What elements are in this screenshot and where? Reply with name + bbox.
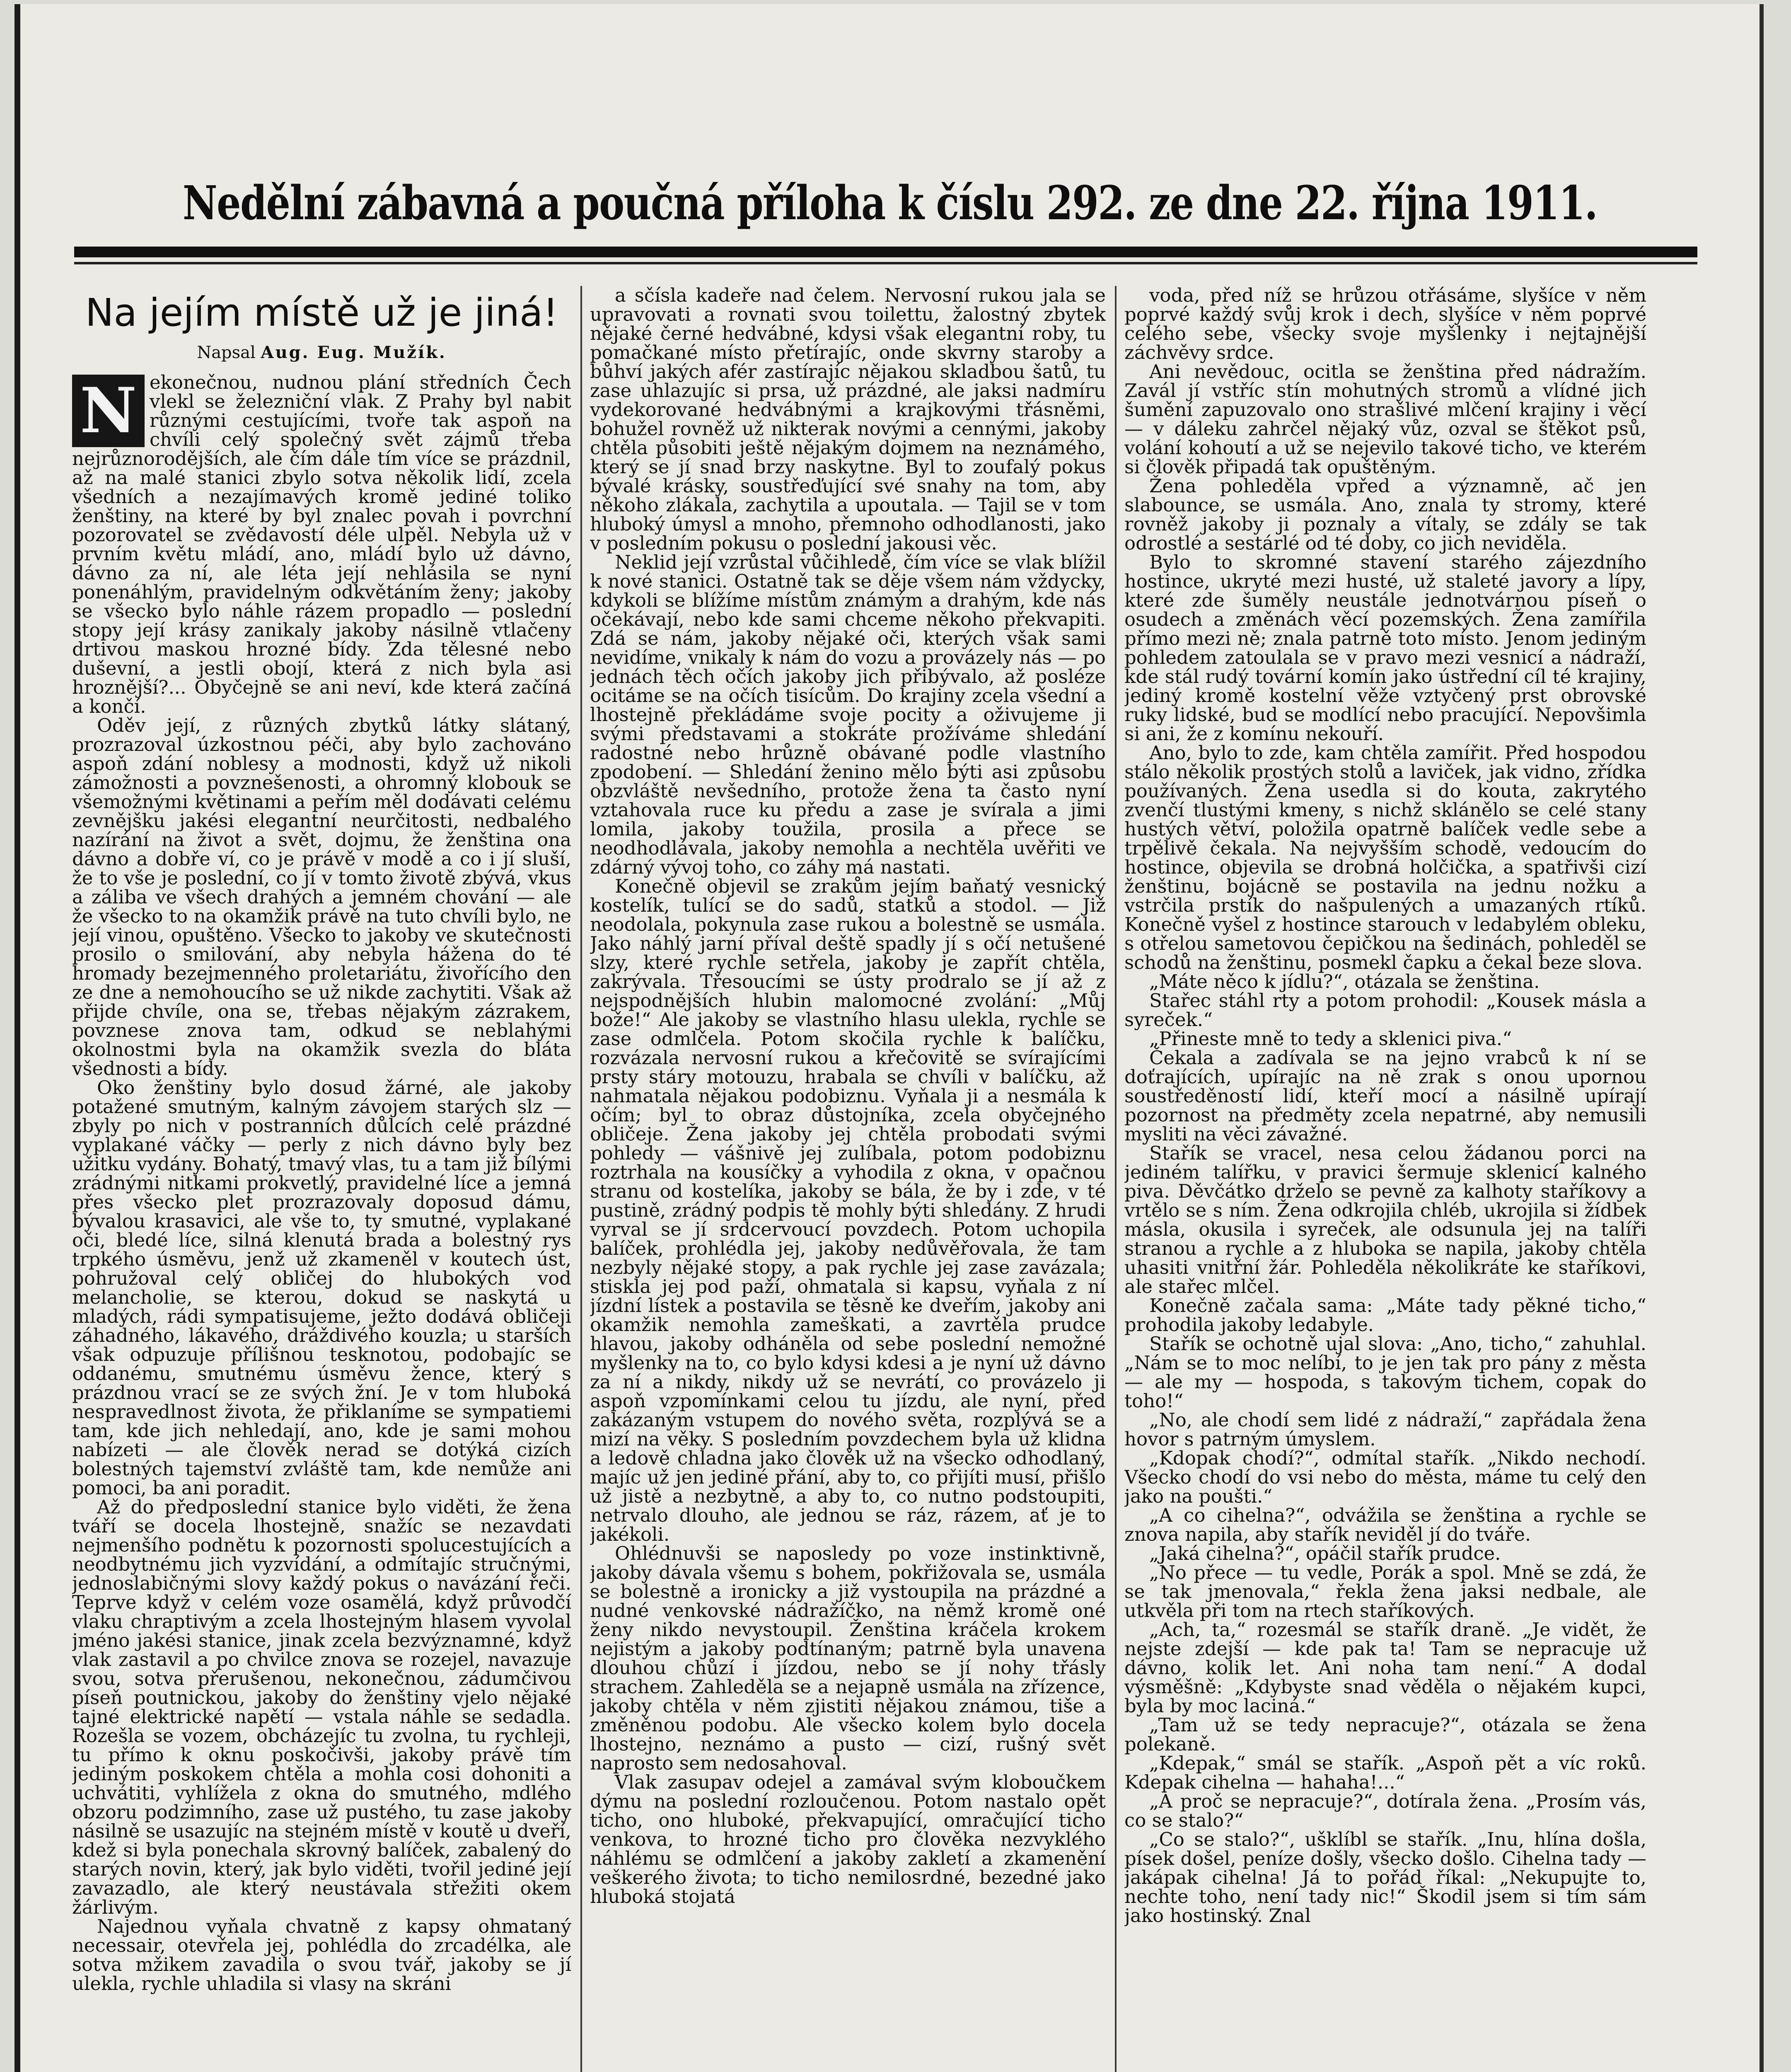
column-divider	[1115, 286, 1117, 2072]
paragraph: Čekala a zadívala se na jejno vrabců k ní se doťrajících, upírajíc na ně zrak s onou upornou soustředěností lidí, kteří mocí a násilně upírají pozornost na předměty zcela nepatrné, aby nemusili mysliti na věci závažné.	[1124, 1047, 1646, 1145]
paragraph: Stařík se vracel, nesa celou žádanou porci na jediném talířku, v pravici šermuje sklenicí kalného piva. Děvčátko drželo se pevně za kalhoty staříkovy a vrtělo se s ním. Žena odkrojila chléb, ukrojila si žídbek másla, okusila i syreček, ale odsunula jej na talíři stranou a rychle a z hluboka se napila, jakoby chtěla uhasiti vnitřní žár. Pohleděla několikráte ke staříkovi, ale stařec mlčel.	[1124, 1142, 1646, 1297]
paragraph: „No, ale chodí sem lidé z nádraží,“ zapřádala žena hovor s patrným úmyslem.	[1124, 1409, 1646, 1450]
column-3	[1124, 286, 1646, 2072]
paragraph: Stařec stáhl rty a potom prohodil: „Kousek másla a syreček.“	[1124, 990, 1646, 1031]
masthead: Nedělní zábavná a poučná příloha k číslu 292. ze dne 22. října 1911.	[182, 176, 1598, 230]
column-2-text	[590, 286, 1106, 1906]
paragraph: „Jaká cihelna?“, opáčil stařík prudce.	[1149, 1542, 1501, 1564]
masthead-rule	[74, 247, 1697, 257]
column-2	[590, 286, 1106, 2072]
byline-author: Aug. Eug. Mužík.	[261, 343, 447, 362]
column-3-text	[1124, 286, 1646, 1925]
paragraph: Oděv její, z různých zbytků látky slátaný, prozrazoval úzkostnou péči, aby bylo zachováno aspoň zdání noblesy a modnosti, když už nikoli zámožnosti a povznešenosti, a ohromný klobouk se všemožnými květinami a peřím měl dodávati celému zevnějšku jakési elegantní neurčitosti, nedbalého nazírání na život a svět, dojmu, že ženština ona dávno a dobře ví, co je právě v modě a co i jí sluší, že to vše je poslední, co jí v tomto životě zbývá, vkus a záliba ve všech drahých a jemném chování — ale že všecko to na okamžik právě na tuto chvíli bylo, ne její vinou, opuštěno. Všecko to jakoby ve skutečnosti prosilo o smilování, aby nebyla hážena do té hromady bezejmenného proletariátu, živořícího den ze dne a nemohoucího se už nikde zachytiti. Však až přijde chvíle, ona se, třebas nějakým zázrakem, povznese znova tam, odkud se neblahými okolnostmi byla na okamžik svezla do bláta všednosti a bídy.	[72, 714, 571, 1080]
byline-prefix: Napsal	[197, 343, 256, 362]
paragraph: voda, před níž se hrůzou otřásáme, slyšíce v něm poprvé každý svůj krok i dech, slyšíce v něm poprvé celého sebe, všecky svoje myšlenky i nejtajnější záchvěvy srdce.	[1124, 286, 1646, 363]
paragraph: Bylo to skromné stavení starého zájezdního hostince, ukryté mezi husté, už staleté javory a lípy, které zde šuměly neustále jednotvárnou píseň o osudech a změnách věcí pozemských. Žena zamířila přímo mezi ně; znala patrně toto místo. Jenom jediným pohledem zatoulala se v pravo mezi vesnicí a nádraží, kde stál rudý tovární komín jako ústřední cíl té krajiny, jediný kromě kostelní věže vztyčený prst obrovské ruky lidské, bud se modlící nebo pracující. Nepovšimla si ani, že z komínu nekouří.	[1124, 551, 1646, 745]
paragraph: Konečně začala sama: „Máte tady pěkné ticho,“ prohodila jakoby ledabyle.	[1124, 1295, 1646, 1336]
paragraph: „Kdopak chodí?“, odmítal stařík. „Nikdo nechodí. Všecko chodí do vsi nebo do města, máme tu celý den jako na poušti.“	[1124, 1447, 1646, 1507]
byline	[72, 343, 571, 362]
newspaper-page	[15, 4, 1764, 2072]
paragraph: „A co cihelna?“, odvážila se ženština a rychle se znova napila, aby stařík neviděl jí do tváře.	[1124, 1504, 1646, 1545]
paragraph: Stařík se ochotně ujal slova: „Ano, ticho,“ zahuhlal. „Nám se to moc nelíbí, to je jen tak pro pány z města — ale my — hospoda, s takovým tichem, copak do toho!“	[1124, 1333, 1646, 1412]
paragraph: „Tam už se tedy nepracuje?“, otázala se žena polekaně.	[1124, 1714, 1646, 1755]
paragraph: a sčísla kadeře nad čelem. Nervosní rukou jala se upravovati a rovnati svou toilettu, žalostný zbytek nějaké černé hedvábné, kdysi však elegantní roby, tu pomačkané místo přetírajíc, onde skvrny staroby a bůhví jakých afér zastírajíc nějakou skladbou šatů, tu zase uhlazujíc si prsa, už prázdné, ale jaksi nadmíru vydekorované hedvábnými a krajkovými třásněmi, bohužel rovněž už nikterak novými a cennými, jakoby chtěla působiti ještě nějakým dojmem na neznámého, který se jí snad brzy naskytne. Byl to zoufalý pokus bývalé krásky, soustřeďující své snahy na tom, aby někoho zlákala, zachytila a upoutala. — Tajil se v tom hluboký úmysl a mnoho, přemnoho odhodlanosti, jako v posledním pokusu o poslední jakousi věc.	[590, 286, 1106, 554]
paragraph: Najednou vyňala chvatně z kapsy ohmataný necessair, otevřela jej, pohlédla do zrcadélka, ale sotva mžikem zavadila o svou tvář, jakoby se jí ulekla, rychle uhladila si vlasy na skráni	[72, 1915, 571, 1995]
paragraph: „Co se stalo?“, ušklíbl se stařík. „Inu, hlína došla, písek došel, peníze došly, všecko došlo. Cihelna tady — jakápak cihelna! Já to pořád říkal: „Nekupujte to, nechte toho, není tady nic!“ Škodil jsem si tím sám jako hostinský. Znal	[1124, 1828, 1646, 1927]
paragraph: „Máte něco k jídlu?“, otázala se ženština.	[1149, 971, 1540, 992]
paragraph: „A proč se nepracuje?“, dotírala žena. „Prosím vás, co se stalo?“	[1124, 1790, 1646, 1831]
paragraph: Ani nevědouc, ocitla se ženština před nádražím. Zavál jí vstříc stín mohutných stromů a vlídné jich šumění zapuzovalo ono strašlivé mlčení krajiny i věcí — v dáleku zahrčel nějaký vůz, ozval se štěkot psů, volání kohoutí a už se nejevilo takové ticho, ve kterém si člověk připadá tak opuštěným.	[1124, 361, 1646, 478]
paragraph: „No přece — tu vedle, Porák a spol. Mně se zdá, že se tak jmenovala,“ řekla žena jaksi nedbale, ale utkvěla při tom na rtech staříkových.	[1124, 1561, 1646, 1622]
paragraph: ekonečnou, nudnou plání středních Čech vlekl se železniční vlak. Z Prahy byl nabit různými cestujícími, tvoře tak aspoň na chvíli celý společný svět zájmů třeba nejrůznorodějších, ale čím dále tím více se prázdnil, až na malé stanici zbylo sotva několik lidí, zcela všedních a nezajímavých kromě jediné toliko ženštiny, na které by byl znalec povah i povrchní pozorovatel se zvědavostí déle ulpěl. Nebyla už v prvním květu mládí, ano, mládí bylo už dávno, dávno za ní, ale léta její nehlásila se nyní ponenáhlým, pravidelným odkvětáním ženy; jakoby se všecko bylo náhle rázem propadlo — poslední stopy její krásy zanikaly jakoby násilně vtlačeny drtivou maskou hrozné bídy. Zda tělesné nebo duševní, a jestli obojí, která z nich byla asi hroznější?... Obyčejně se ani neví, kde která začíná a končí.	[72, 371, 571, 717]
column-1-text	[72, 373, 571, 1993]
paragraph: Žena pohleděla vpřed a významně, ač jen slabounce, se usmála. Ano, znala ty stromy, které rovněž jakoby ji poznaly a vítaly, se zdály se tak odrostlé a sestárlé od té doby, co jich neviděla.	[1124, 475, 1646, 554]
paragraph: „Kdepak,“ smál se stařík. „Aspoň pět a víc roků. Kdepak cihelna — hahaha!...“	[1124, 1752, 1646, 1793]
paragraph: Ano, bylo to zde, kam chtěla zamířit. Před hospodou stálo několik prostých stolů a laviček, jak vidno, zřídka používaných. Žena usedla si do kouta, zakrytého zvenčí tlustými kmeny, s nichž sklánělo se celé stany hustých větví, položila opatrně balíček vedle sebe a trpělivě čekala. Na nejvyšším schodě, vedoucím do hostince, objevila se drobná holčička, a spatřivši cizí ženštinu, bojácně se postavila na jednu nožku a vstrčila prstík do našpulených a umazaných rtíků. Konečně vyšel z hostince starouch v ledabylém obleku, s otřelou sametovou čepičkou na šedinách, pohleděl se schodů na ženštinu, posmekl čapku a čekal beze slova.	[1124, 742, 1646, 973]
paragraph: Konečně objevil se zrakům jejím baňatý vesnický kostelík, tulící se do sadů, statků a stodol. — Již neodolala, pokynula zase rukou a bolestně se usmála. Jako náhlý jarní příval deště spadly jí s očí netušené slzy, které rychle setřela, jakoby je zapřít chtěla, zakrývala. Třesoucími se ústy prodralo se jí až z nejspodnějších hlubin malomocné zvolání: „Můj bože!“ Ale jakoby se vlastního hlasu ulekla, rychle se zase odmlčela. Potom skočila rychle k balíčku, rozvázala nervosní rukou a křečovitě se svírajícími prsty stáry motouzu, hrabala se chvíli v balíčku, až nahmatala nějakou podobiznu. Vyňala ji a nesmála k očím; byl to obraz důstojníka, zcela obyčejného obličeje. Žena jakoby jej chtěla probodati svými pohledy — vášnivě jej zulíbala, potom podobiznu roztrhala na kousíčky a vyhodila z okna, v opačnou stranu od kostelíka, jakoby se bála, že by i zde, v té pustině, zrádný podpis tě mohly býti shledány. Z hrudi vyrval se jí srdcervoucí povzdech. Potom uchopila balíček, prohlédla jej, jakoby nedůvěřovala, že tam nezbyly nějaké stopy, a pak rychle jej zase zavázala; stiskla jej pod paží, ohmatala si kapsu, vyňala z ní jízdní lístek a postavila se těsně ke dveřím, jakoby ani okamžik nemohla zameškati, a zavrtěla prudce hlavou, jakoby odháněla od sebe poslední nemožné myšlenky na to, co bylo kdysi kdesi a je nyní už dávno za ní a nikdy, nikdy už se nevrátí, co provázelo ji aspoň vzpomínkami celou tu jízdu, ale nyní, před zakázaným vstupem do nového světa, rozplývá se a mizí na věky. S posledním povzdechem byla už klidna a ledově chladna jako člověk už na všecko odhodlaný, majíc už jen jediné přání, aby to, co přijíti musí, přišlo už jistě a nezbytně, a aby to, co nutno podstoupiti, netrvalo dlouho, ale jednou se ráz, rázem, ať je to jakékoli.	[590, 875, 1106, 1545]
paragraph: Ohlédnuvši se naposledy po voze instinktivně, jakoby dávala všemu s bohem, pokřižovala se, usmála se bolestně a ironicky a již vystoupila na prázdné a nudné venkovské nádražíčko, na němž kromě oné ženy nikdo nevystoupil. Ženština kráčela krokem nejistým a jakoby podtínaným; patrně byla unavena dlouhou chůzí i jízdou, nebo se jí nohy třásly strachem. Zahleděla se a nejapně usmála na zřízence, jakoby chtěla v něm zjistiti nějakou známou, tiše a změněnou podobu. Ale všecko kolem bylo docela lhostejno, neznámo a pusto — cizí, rušný svět naprosto sem nedosahoval.	[590, 1542, 1106, 1774]
story-title: Na jejím místě už je jiná!	[85, 290, 558, 335]
masthead-rule-thin	[74, 262, 1697, 264]
paragraph: „Přineste mně to tedy a sklenici piva.“	[1149, 1028, 1512, 1050]
paragraph: Neklid její vzrůstal vůčihledě, čím více se vlak blížil k nové stanici. Ostatně tak se děje všem nám vždycky, kdykoli se blížíme místům známým a drahým, kde nás očekávají, nebo kde sami chceme někoho překvapiti. Zdá se nám, jakoby nějaké oči, kterých však sami nevidíme, vnikaly k nám do vozu a provázely nás — po jednách těch očích jakoby jich přibývalo, až posléze ocitáme se na očích tisícům. Do krajiny zcela všední a lhostejně překládáme svoje pocity a oživujeme ji svými představami a stokráte prožíváme shledání radostné nebo hrůzně obávané podle vlastního zpodobení. — Shledání ženino mělo býti asi způsobu obzvláště nevšedního, protože žena ta často nyní vztahovala ruce ku předu a zase je svírala a jimi lomila, jakoby toužila, prosila a přece se neodhodlávala, jakoby nemohla a nechtěla uvěřiti ve zdárný vývoj toho, co záhy má nastati.	[590, 551, 1106, 878]
paragraph: Až do předposlední stanice bylo viděti, že žena tváří se docela lhostejně, snažíc se nezavdati nejmenšího podnětu k pozornosti spolucestujících a neodbytnému jich vyzvídání, a odmítajíc stručnými, jednoslabičnými slovy každý pokus o navázání řeči. Teprve když v celém voze osamělá, když průvodčí vlaku chraptivým a zcela lhostejným hlasem vyvolal jméno jakési stanice, jinak zcela bezvýznamné, když vlak zastavil a po chvilce znova se rozejel, navazuje svou, sotva přerušenou, nekonečnou, zádumčivou píseň poutnickou, jakoby do ženštiny vjelo nějaké tajné elektrické napětí — vstala náhle se sedadla. Rozešla se vozem, obcházejíc tu zvolna, tu rychleji, tu přímo k oknu poskočivši, jakoby právě tím jediným poskokem chtěla a mohla cosi dohoniti a uchvátiti, vyhlížela z okna do smutného, mdlého obzoru podzimního, zase už pustého, tu zase jakoby násilně se usazujíc na stejném místě v koutě u dveří, kdež si byla ponechala skrovný balíček, zabalený do starých novin, který, jak bylo viděti, tvořil jediné její zavazadlo, ale který neustávala střežiti okem žárlivým.	[72, 1496, 571, 1918]
column-divider	[580, 286, 582, 2072]
drop-cap: N	[72, 375, 145, 447]
paragraph: Vlak zasupav odejel a zamával svým kloboučkem dýmu na poslední rozloučenou. Potom nastalo opět ticho, ono hluboké, překvapující, omračující ticho venkova, to hrozné ticho pro člověka nezvyklého náhlému se odmlčení a jakoby zakletí a zkamenění veškerého života; to ticho nemilosrdné, bezedné jako hluboká stojatá	[590, 1771, 1106, 1907]
paragraph: „Ach, ta,“ rozesmál se stařík draně. „Je vidět, že nejste zdejší — kde pak ta! Tam se nepracuje už dávno, kolik let. Ani noha tam není.“ A dodal výsměšně: „Kdybyste snad věděla o nějakém kupci, byla by moc laciná.“	[1124, 1619, 1646, 1717]
paragraph: Oko ženštiny bylo dosud žárné, ale jakoby potažené smutným, kalným závojem starých slz — zbyly po nich v postranních důlcích celé prázdné vyplakané váčky — perly z nich dávno byly bez užitku vydány. Bohatý, tmavý vlas, tu a tam již bílými zrádnými nitkami prokvetlý, pravidelné líce a jemná přes všecko plet prozrazovaly doposud dámu, bývalou krasavici, ale vše to, ty smutné, vyplakané oči, bledé líce, silná klenutá brada a bolestný rys trpkého úsměvu, jenž už zkameněl v koutech úst, pohružoval celý obličej do hlubokých vod melancholie, se kterou, dokud se naskytá u mladých, rádi sympatisujeme, ježto dodává obličeji záhadného, lákavého, dráždivého kouzla; u starších však odpuzuje přílišnou tesknotou, podobajíc se oddanému, smutnému úsměvu žence, který s prázdnou vrací se ze svých žní. Je v tom hluboká nespravedlnost života, že přiklaníme se sympatiemi tam, kde jich nehledají, ano, kde je sami mohou nabízeti — ale člověk nerad se dotýká cizích bolestných tajemství zvláště tam, kde nemůže ani pomoci, ba ani poradit.	[72, 1077, 571, 1499]
column-1	[72, 286, 571, 2072]
